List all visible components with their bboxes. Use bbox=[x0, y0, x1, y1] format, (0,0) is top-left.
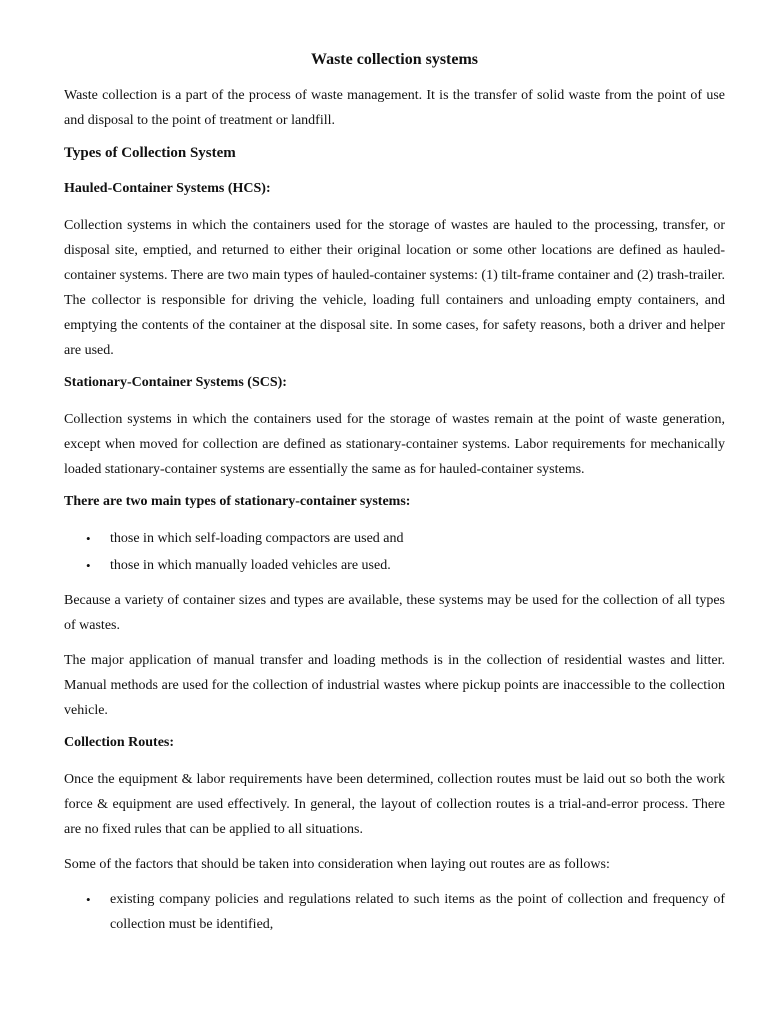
routes-heading: Collection Routes: bbox=[64, 735, 175, 750]
list-item bbox=[64, 526, 725, 551]
list-item bbox=[64, 553, 725, 578]
scs-types-list bbox=[64, 526, 725, 578]
list-item-text: those in which manually loaded vehicles are used. bbox=[110, 558, 391, 573]
scs-paragraph: Collection systems in which the containers used for the storage of wastes remain at the point of waste generation, except when moved for collection are defined as stationary-container systems. Labor requirements for mechanically loaded stationary-container systems are essentially the same as for hauled-container systems. bbox=[64, 412, 725, 477]
hcs-heading: Hauled-Container Systems (HCS): bbox=[64, 181, 271, 196]
intro-paragraph: Waste collection is a part of the process of waste management. It is the transfer of solid waste from the point of use and disposal to the point of treatment or landfill. bbox=[64, 88, 725, 128]
bullet-icon: • bbox=[86, 892, 91, 907]
bullet-icon: • bbox=[86, 531, 91, 546]
scs-types-heading: There are two main types of stationary-container systems: bbox=[64, 494, 411, 509]
factors-intro-paragraph: Some of the factors that should be taken into consideration when laying out routes are as follows: bbox=[64, 857, 610, 872]
page-title: Waste collection systems bbox=[310, 51, 479, 68]
list-item-text: existing company policies and regulations related to such items as the point of collection and frequency of collection must be identified, bbox=[110, 892, 725, 932]
bullet-icon: • bbox=[86, 558, 91, 573]
factors-list bbox=[64, 887, 725, 937]
list-item-text: those in which self-loading compactors are used and bbox=[110, 531, 404, 546]
routes-paragraph: Once the equipment & labor requirements have been determined, collection routes must be laid out so both the work force & equipment are used effectively. In general, the layout of collection routes is a trial-and-error process. There are no fixed rules that can be applied to all situations. bbox=[64, 772, 725, 837]
manual-paragraph: The major application of manual transfer and loading methods is in the collection of residential wastes and litter. Manual methods are used for the collection of industrial wastes where pickup points are inaccessible to the collection vehicle. bbox=[64, 653, 725, 718]
scs-heading: Stationary-Container Systems (SCS): bbox=[64, 375, 287, 390]
hcs-paragraph: Collection systems in which the containers used for the storage of wastes are hauled to the processing, transfer, or disposal site, emptied, and returned to either their original location or some other locations are defined as hauled-container systems. There are two main types of hauled-container systems: (1) tilt-frame container and (2) trash-trailer. The collector is responsible for driving the vehicle, loading full containers and unloading empty containers, and emptying the contents of the container at the disposal site. In some cases, for safety reasons, both a driver and helper are used. bbox=[64, 218, 725, 358]
variety-paragraph: Because a variety of container sizes and types are available, these systems may be used for the collection of all types of wastes. bbox=[64, 593, 725, 633]
section-heading: Types of Collection System bbox=[64, 145, 236, 161]
list-item bbox=[64, 887, 725, 937]
